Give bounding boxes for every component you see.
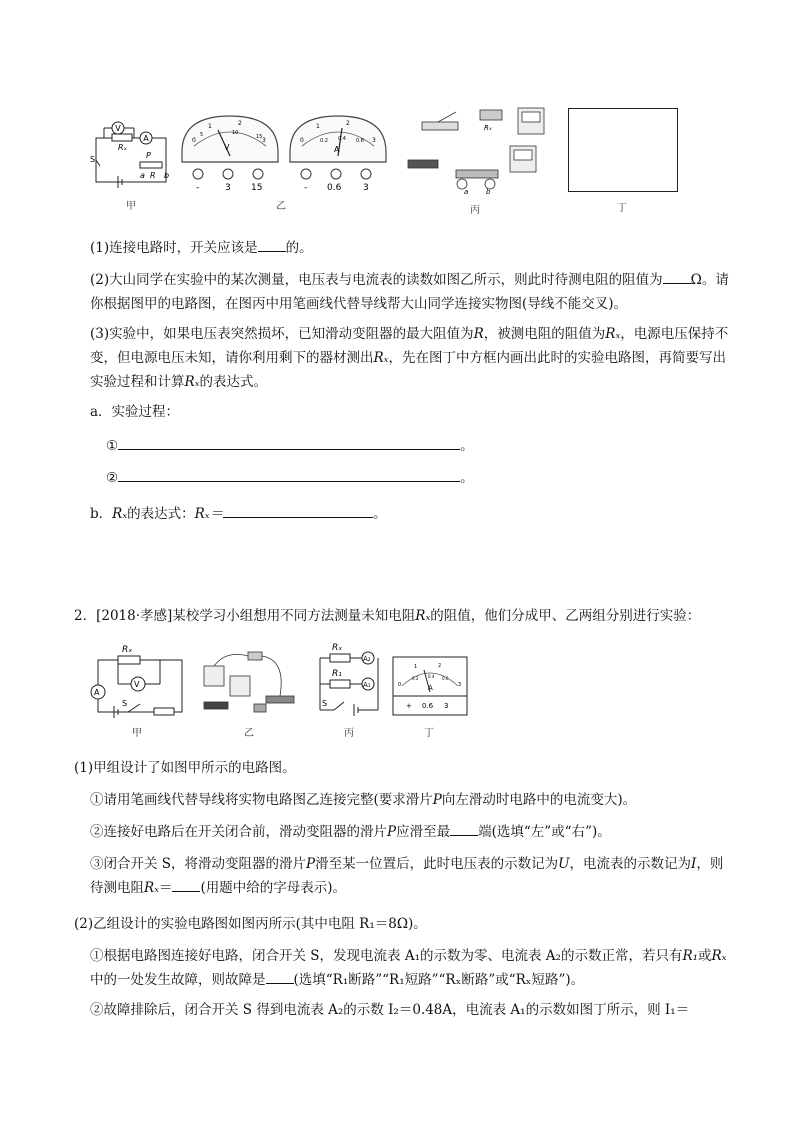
slider-p-label: P [146,151,151,160]
svg-text:A₁: A₁ [363,681,371,689]
svg-text:-: - [304,183,308,193]
q1-blank-2[interactable] [663,269,691,284]
svg-text:3: 3 [363,183,369,193]
svg-text:R₁: R₁ [332,669,342,679]
q2-p2-2: ②故障排除后，闭合开关 S 得到电流表 A₂的示数 I₂＝0.48A，电流表 A₁的示数如图丁所示，则 I₁＝ [90,1002,690,1018]
fig2-label-bing: 丙 [344,728,354,739]
svg-text:1: 1 [414,664,418,670]
fig2-circuit-bing [312,640,386,720]
q2-p1: (1)甲组设计了如图甲所示的电路图。 [74,760,296,776]
fig2-label-yi: 乙 [244,728,254,739]
fig1-label-ding: 丁 [617,203,627,214]
svg-text:10: 10 [232,130,239,136]
fig1-circuit-jia [88,118,178,192]
svg-text:Rₓ: Rₓ [332,643,343,653]
svg-text:0: 0 [300,137,304,144]
q2-p1-2: ②连接好电路后在开关闭合前，滑动变阻器的滑片P应滑至最 端(选填“左”或“右”)。 [90,820,730,844]
svg-text:A₂: A₂ [363,655,371,663]
q1-part3: (3)实验中，如果电压表突然损坏，已知滑动变阻器的最大阻值为R，被测电阻的阻值为Rₓ，电源电压保持不变，但电源电压未知，请你利用剩下的器材测出Rₓ，先在图丁中方框内画出此时的实验电路图，再简要写出实验过程和计算Rₓ的表达式。 [90,326,729,390]
svg-text:A: A [428,684,433,692]
svg-text:2: 2 [438,663,442,669]
fig2-label-jia: 甲 [132,728,142,739]
terminal-a-label: a [140,171,145,180]
svg-text:2: 2 [238,120,242,127]
q1-step1-line[interactable] [118,435,460,450]
svg-text:1: 1 [208,123,212,130]
svg-text:a: a [464,188,469,196]
svg-text:0.2: 0.2 [320,138,328,144]
q2-blank-direction[interactable] [450,821,478,836]
svg-text:0.2: 0.2 [412,676,419,681]
q2-p2-1: ①根据电路图连接好电路，闭合开关 S，发现电流表 A₁的示数为零、电流表 A₂的示数正常，若只有R₁或Rₓ中的一处发生故障，则故障是 (选填“R₁断路”“R₁短路”“Rₓ断路”或“Rₓ短路”)。 [90,948,727,988]
svg-text:S: S [322,699,328,708]
q1-a-label: a．实验过程： [90,404,180,420]
fig1-voltmeter-dial [178,112,282,194]
q2-p2: (2)乙组设计的实验电路图如图丙所示(其中电阻 R₁＝8Ω)。 [74,916,427,932]
q2-p1-3: ③闭合开关 S，将滑动变阻器的滑片P滑至某一位置后，此时电压表的示数记为U，电流表的示数记为I，则待测电阻Rₓ＝ (用题中给的字母表示)。 [90,856,724,896]
fig1-label-yi: 乙 [276,201,286,212]
svg-text:5: 5 [200,132,204,138]
svg-text:-: - [196,183,200,193]
svg-text:0: 0 [398,682,402,688]
rheostat-label: R [150,171,156,180]
svg-text:+: + [406,702,412,710]
svg-text:1: 1 [316,123,320,130]
svg-text:0.4: 0.4 [338,136,346,142]
ammeter-symbol: A [143,134,149,143]
voltmeter-symbol: V [115,124,121,133]
svg-text:3: 3 [444,702,449,710]
q1-b-blank[interactable] [223,503,373,518]
fig2-apparatus-yi [196,640,300,720]
svg-text:15: 15 [251,183,263,193]
photo-rx-label: Rₓ [484,124,492,132]
q2-blank-rx[interactable] [172,877,200,892]
svg-text:A: A [94,688,100,697]
svg-text:S: S [122,699,128,708]
svg-text:b: b [486,188,491,196]
svg-text:0.6: 0.6 [327,183,342,193]
fig1-label-jia: 甲 [126,201,136,212]
svg-text:V: V [134,680,140,689]
q1-part2: (2)大山同学在实验中的某次测量，电压表与电流表的读数如图乙所示，则此时待测电阻的阻值为 Ω。请你根据图甲的电路图，在图丙中用笔画线代替导线帮大山同学连接实物图(导线不能交叉)。 [90,268,730,316]
svg-text:3: 3 [372,137,376,144]
svg-text:Rₓ: Rₓ [122,645,133,655]
q1-step-1: ① 。 [106,434,746,458]
fig2-label-ding: 丁 [424,728,434,739]
q2-header: 2．[2018·孝感]某校学习小组想用不同方法测量未知电阻Rₓ的阻值，他们分成甲、乙两组分别进行实验： [74,608,701,624]
svg-text:0.6: 0.6 [356,138,364,144]
q1-blank-1[interactable] [258,237,286,252]
fig1-drawing-box-ding[interactable] [568,108,678,192]
q1-step2-line[interactable] [118,467,460,482]
dial-unit-v: V [224,143,230,152]
q1-part1: (1)连接电路时，开关应该是 的。 [90,236,730,260]
fig2-circuit-jia [88,640,188,720]
q2-p1-1: ①请用笔画线代替导线将实物电路图乙连接完整(要求滑片P向左滑动时电路中的电流变大)。 [90,792,637,808]
svg-text:3: 3 [225,183,231,193]
terminal-b-label: b [164,171,170,180]
q1-step-2: ② 。 [106,466,746,490]
rx-label: Rₓ [118,143,128,152]
svg-text:3: 3 [262,137,266,144]
svg-text:2: 2 [346,120,350,127]
switch-label: S [90,155,96,164]
fig1-ammeter-dial [286,112,390,194]
svg-text:0.6: 0.6 [422,702,434,710]
svg-text:0.4: 0.4 [428,674,435,679]
dial-unit-a: A [334,145,340,154]
fig1-apparatus-bing [398,104,554,198]
svg-text:3: 3 [458,682,462,688]
q1-b-line: b．Rₓ的表达式：Rₓ＝ 。 [90,502,730,526]
q2-blank-fault[interactable] [266,969,294,984]
svg-text:15: 15 [256,134,263,140]
svg-text:0: 0 [192,137,196,144]
fig1-label-bing: 丙 [470,205,480,216]
svg-text:0.6: 0.6 [442,676,449,681]
fig2-ammeter-ding [392,656,468,716]
